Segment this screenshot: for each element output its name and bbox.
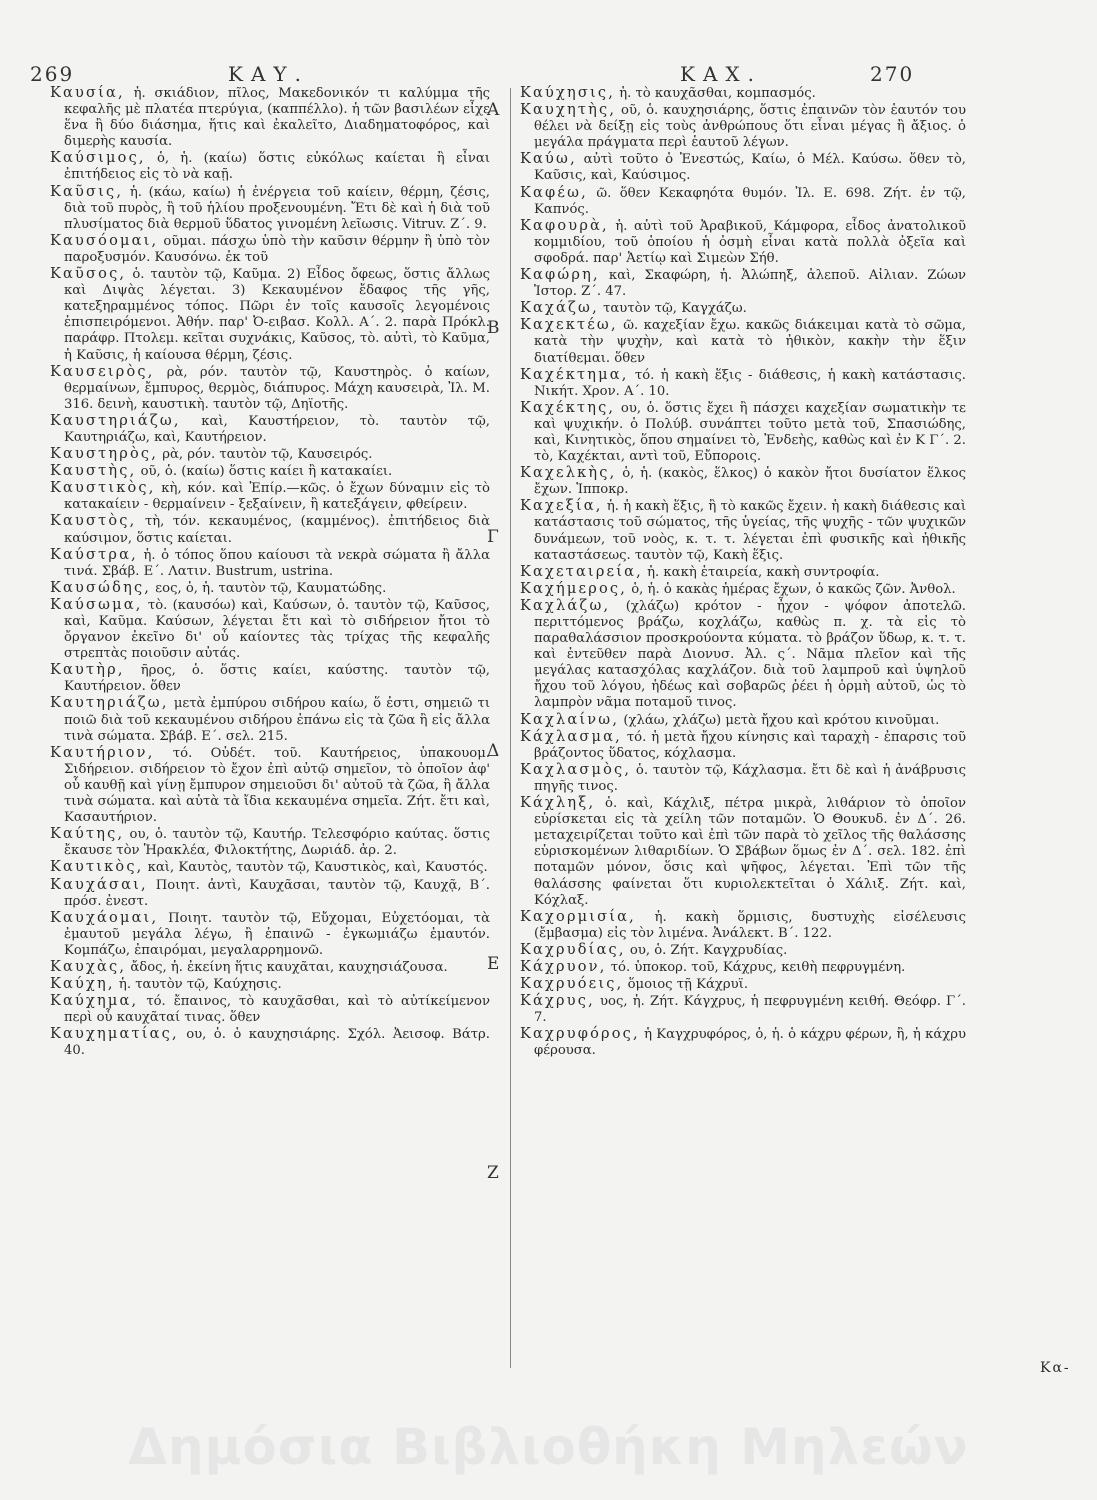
entry-definition: ἡ. κακὴ ἑταιρεία, κακὴ συντροφία. [642, 564, 880, 580]
dictionary-entry [520, 564, 966, 581]
entry-definition: μετὰ ἐμπύρου σιδήρου καίω, ὅ ἐστι, σημειῶ τι ποιῶ διὰ τοῦ κεκαυμένου σιδήρου ἐπάνω εἰς τὰ ζῶα ἢ εἰς ἄλλα τινὰ σώματα. Σβάβ. Ε΄. σελ. 215. [64, 696, 490, 744]
dictionary-entry [50, 1026, 490, 1059]
entry-definition: ὁ. ταυτὸν τῷ, Κάχλασμα. ἔτι δὲ καὶ ἡ ἀνάβρυσις πηγῆς τινος. [534, 762, 966, 794]
entry-definition: ἡ Καγχρυφόρος, ὁ, ἡ. ὁ κάχρυ φέρων, ἢ, ἡ κάχρυ φέρουσα. [534, 1027, 966, 1059]
entry-headword: Καύχησις, [520, 85, 616, 101]
running-head-left: ΚΑΥ. [228, 62, 309, 86]
dictionary-entry [520, 993, 966, 1026]
dictionary-entry [50, 745, 490, 826]
dictionary-entry [520, 909, 966, 942]
entry-definition: καὶ, Καυστήρειον, τὸ. ταυτὸν τῷ, Καυτηριάζω, καὶ, Καυτήρειον. [64, 413, 490, 445]
entry-definition: ου, ὁ. ὅστις ἔχει ἢ πάσχει καχεξίαν σωματικὴν τε καὶ ψυχικήν. ὁ Πολύβ. συνάπτει τοῦτο μετὰ τοῦ, Σπασιώδης, καὶ, Κινητικὸς, ὅπου σημαίνει τὸ, Ἐνδεὴς, καθὼς καὶ ἐν Κ Γ΄. 2. τὸ, Καχέκται, αντὶ τοῦ, Εὔποροις. [534, 400, 966, 465]
entry-headword: Καχλαίνω, [520, 711, 620, 728]
entry-headword: Καυστηρὸς, [50, 446, 159, 463]
dictionary-entry [50, 993, 490, 1026]
dictionary-entry [50, 826, 490, 859]
entry-headword: Καχήμερος, [520, 580, 628, 597]
dictionary-entry [520, 300, 966, 317]
entry-definition: τό. ἔπαινος, τὸ καυχᾶσθαι, καὶ τὸ αὐτίκείμενον περὶ οὗ καυχᾶταί τινας. ὅθεν [64, 994, 490, 1026]
entry-headword: Καύσωμα, [50, 596, 143, 613]
margin-letter-epsilon: Ε [487, 954, 500, 974]
entry-definition: καὶ, Σκαφώρη, ἡ. Ἀλώπηξ, ἀλεποῦ. Αἰλιαν. Ζώων Ἱστορ. Ζ΄. 47. [534, 268, 966, 300]
entry-definition: ου, ὁ. ταυτὸν τῷ, Καυτήρ. Τελεσφόριο καύτας. ὅστις ἔκαυσε τὸν Ἡρακλέα, Φιλοκτήτης, Δωριάδ. ἀρ. 2. [64, 827, 490, 859]
entry-headword: Καχλάζω, [520, 597, 611, 614]
dictionary-entry [50, 413, 490, 446]
entry-headword: Καχρυφόρος, [520, 1026, 640, 1043]
catchword: Κα- [1040, 1360, 1071, 1376]
entry-definition: οῦ, ὁ. καυχησιάρης, ὅστις ἐπαινῶν τὸν ἑαυτόν του θέλει νὰ δείξῃ εἰς τοὺς ἀνθρώπους ὅτι εἶναι μέγας ἢ ἄξιος. ὁ μεγάλα πράγματα περὶ ἑαυτοῦ λέγων. [534, 103, 966, 151]
entry-headword: Καυτηριάζω, [50, 695, 169, 712]
entry-headword: Καχεξία, [520, 498, 603, 515]
margin-letter-gamma: Γ [487, 527, 499, 547]
entry-headword: Καχελκὴς, [520, 465, 617, 482]
dictionary-entry [50, 233, 490, 266]
entry-definition: ὁ, ἡ. (κακὸς, ἕλκος) ὁ κακὸν ἤτοι δυσίατον ἕλκος ἔχων. Ἱπποκρ. [534, 466, 966, 498]
entry-definition: Ποιητ. ἀντὶ, Καυχᾶσαι, ταυτὸν τῷ, Καυχᾷ, Β΄. πρόσ. ἐνεστ. [64, 877, 490, 909]
entry-headword: Καυσώδης, [50, 579, 152, 596]
entry-definition: τό. ἡ μετὰ ἤχου κίνησις καὶ ταραχὴ - ἐπαρσις τοῦ βράζοντος ὕδατος, κόχλασμα. [534, 729, 966, 761]
entry-definition: ἄδος, ἡ. ἐκείνη ἥτις καυχᾶται, καυχησιάζουσα. [126, 959, 448, 975]
entry-headword: Καυστηριάζω, [50, 412, 181, 429]
entry-definition: ὅμοιος τῇ Κάχρυϊ. [623, 977, 749, 993]
dictionary-entry [50, 266, 490, 364]
entry-definition: αὐτὶ τοῦτο ὁ Ἐνεστώς, Καίω, ὁ Μέλ. Καύσω. ὅθεν τὸ, Καῦσις, καὶ, Καύσιμος. [534, 152, 966, 184]
entry-definition: ὁ. ταυτὸν τῷ, Καῦμα. 2) Εἶδος ὄφεως, ὅστις ἄλλως καὶ Διψὰς λέγεται. 3) Κεκαυμένον ἔδαφος τῆς γῆς, κατεξηραμμένος τόπος. Πῶρι ἐν τοῖς καυσοῖς λεγομένοις ἐπισπειρόμενοι. Ἀθήν. παρ' Ὀ-ειβασ. Κολλ. Α΄. 2. παρὰ Πρόκλ. παράφρ. Πτολεμ. κεῖται συχνάκις, Καῦσος, τὸ. αὐτὶ, τὸ Καῦμα, ἡ Καῦσις, ἡ καίουσα θέρμη, ζέσις. [64, 267, 490, 363]
margin-letter-zeta: Ζ [487, 1163, 499, 1183]
margin-letter-alpha: Α [487, 100, 500, 120]
entry-definition: τό. ὑποκορ. τοῦ, Κάχρυς, κειθὴ πεφρυγμένη. [606, 959, 906, 975]
dictionary-entry [50, 463, 490, 480]
dictionary-entry [520, 102, 966, 151]
entry-definition: τό. ἡ κακὴ ἕξις - διάθεσις, ἡ κακὴ κατάστασις. Νικήτ. Χρον. Α΄. 10. [534, 367, 966, 399]
dictionary-entry [520, 712, 966, 729]
entry-headword: Καχάζω, [520, 300, 599, 317]
entry-headword: Καυχάομαι, [50, 909, 159, 926]
dictionary-entry [50, 959, 490, 976]
entry-headword: Καυτὴρ, [50, 662, 125, 679]
dictionary-entry [520, 942, 966, 959]
entry-headword: Καυστὸς, [50, 513, 137, 530]
entry-definition: ἡ. τὸ καυχᾶσθαι, κομπασμός. [615, 86, 816, 101]
entry-definition: ἡ. ὁ τόπος ὅπου καίουσι τὰ νεκρὰ σώματα ἢ ἄλλα τινά. Σβάβ. Ε΄. Λατιν. Bustrum, ustrina. [64, 547, 490, 579]
entry-headword: Καχεκτέω, [520, 317, 618, 334]
entry-headword: Καυχηματίας, [50, 1026, 179, 1043]
dictionary-column-left [50, 85, 490, 1365]
dictionary-entry [520, 267, 966, 300]
entry-headword: Καῦσος, [50, 266, 127, 283]
entry-definition: ἡ. (κάω, καίω) ἡ ἐνέργεια τοῦ καίειν, θέρμη, ζέσις, διὰ τοῦ πυρὸς, ἢ τοῦ ἡλίου προξενουμένη. Ἔτι δὲ καὶ ἡ διὰ τοῦ πλυσίματος διὰ θερμοῦ ὕδατος γινομένη λεῖωσις. Vitruv. Ζ΄. 9. [64, 184, 490, 232]
dictionary-entry [520, 976, 966, 993]
entry-headword: Καύτης, [50, 826, 125, 843]
entry-definition: Ποιητ. ταυτὸν τῷ, Εὔχομαι, Εὐχετόομαι, τὰ ἐμαυτοῦ μεγάλα λέγω, ἢ ἐπαινῶ - ἐγκωμιάζω ἐμαυτόν. Κομπάζω, ἐπαιρόμαι, μεγαλαρρημονῶ. [64, 910, 490, 958]
entry-headword: Κάχρυς, [520, 993, 595, 1010]
entry-headword: Καχλασμὸς, [520, 761, 632, 778]
entry-definition: ῶ. ὅθεν Κεκαφηότα θυμόν. Ἰλ. Ε. 698. Ζήτ. ἐν τῷ, Καπνός. [534, 185, 966, 217]
dictionary-entry [520, 959, 966, 976]
entry-definition: οῦμαι. πάσχω ὑπὸ τὴν καῦσιν θέρμην ἢ ὑπὸ τὸν παροξυσμόν. Καυσόνω. ἐκ τοῦ [64, 233, 490, 265]
dictionary-entry [520, 729, 966, 762]
entry-headword: Καύω, [520, 151, 577, 168]
dictionary-entry [50, 910, 490, 959]
running-head-right: ΚΑΧ. [680, 62, 762, 86]
dictionary-entry [50, 184, 490, 233]
entry-definition: τὴ, τόν. κεκαυμένος, (καμμένος). ἐπιτήδειος διὰ καύσιμον, ὅστις καίεται. [64, 514, 490, 546]
entry-definition: κὴ, κόν. καὶ Ἐπίρ.—κῶς. ὁ ἔχων δύναμιν εἰς τὸ κατακαίειν - θερμαίνειν - ξεξαίνειν, ἢ κατεξάγειν, φθείρειν. [64, 481, 490, 513]
entry-definition: ἡ. σκιάδιον, πῖλος, Μακεδονικόν τι καλύμμα τῆς κεφαλῆς μὲ πλατέα πτερύγια, (καππέλλο). ἡ τῶν βασιλέων εἶχε ἕνα ἢ δύο διάσημα, ἥτις καὶ ἐκαλεῖτο, Διαδηματοφόρος, καὶ διμερὴς καυσία. [64, 86, 490, 150]
entry-headword: Κάχλασμα, [520, 728, 622, 745]
entry-definition: ου, ὁ. ὁ καυχησιάρης. Σχόλ. Ἀεισοφ. Βάτρ. 40. [64, 1027, 490, 1059]
entry-definition: τό. Οὐδέτ. τοῦ. Καυτήρειος, ὑπακουομ. Σιδήρειον. σιδήρειον τὸ ἔχον ἐπὶ αὐτῷ σημεῖον, τὸ ὁποῖον ἀφ' οὗ καυθῇ καὶ γίνῃ ἔμπυρον σημειοῦσι δι' αὐτοῦ τὰ ζῶα, ἢ ἄλλα τινὰ σώματα. καὶ αὐτὰ τὰ ἴδια κεκαυμένα σημεῖα. Ζήτ. ἔτι καὶ, Κασαυτήριον. [64, 745, 490, 826]
dictionary-entry [520, 465, 966, 498]
entry-definition: ὁ, ἡ. ὁ κακὰς ἡμέρας ἔχων, ὁ κακῶς ζῶν. Ἀνθολ. [627, 581, 956, 597]
dictionary-entry [50, 662, 490, 695]
entry-headword: Καυτήριον, [50, 744, 155, 761]
dictionary-entry [520, 581, 966, 598]
dictionary-entry [50, 364, 490, 413]
entry-definition: οῦ, ὁ. (καίω) ὅστις καίει ἢ κατακαίει. [136, 464, 393, 480]
entry-definition: (χλάζω) κρότον - ἦχον - ψόφον ἀποτελῶ. περιττόμενος βράζω, κοχλάζω, καθὼς π. χ. τὰ εἰς τὸ παραθαλάσσιον προσκρούοντα κύματα. τὸ βράζον ὕδωρ, κ. τ. τ. καὶ ἐντεῦθεν παρὰ Διονυσ. Ἀλ. ς΄. Νᾶμα πλεῖον καὶ τῆς μεγάλας κατασχόλας καχλάζον. διὰ τοῦ λαμπροῦ καὶ ὑψηλοῦ ἤχου τοῦ λόγου, ἡδέως καὶ σοβαρῶς ῥέει ἡ ὁρμὴ αὐτοῦ, ὡς τὸ λαμπρὸν νᾶμα ποταμοῦ τινος. [534, 598, 966, 711]
dictionary-entry [520, 218, 966, 267]
entry-headword: Καύχημα, [50, 993, 139, 1010]
entry-headword: Καυχὰς, [50, 958, 127, 975]
dictionary-entry [50, 480, 490, 513]
dictionary-entry [520, 185, 966, 218]
dictionary-entry [520, 85, 966, 102]
dictionary-entry [520, 762, 966, 795]
dictionary-entry [50, 580, 490, 597]
entry-definition: υος, ἡ. Ζήτ. Κάγχρυς, ἡ πεφρυγμένη κειθή. Θεόφρ. Γ΄. 7. [534, 994, 966, 1026]
dictionary-entry [50, 597, 490, 662]
dictionary-entry [50, 976, 490, 993]
dictionary-entry [50, 547, 490, 580]
entry-headword: Καύσιμος, [50, 150, 146, 167]
entry-headword: Καχορμισία, [520, 908, 636, 925]
dictionary-entry [50, 859, 490, 876]
entry-definition: ὁ, ἡ. (καίω) ὅστις εὐκόλως καίεται ἢ εἶναι ἐπιτήδειος εἰς τὸ νὰ καῇ. [64, 151, 490, 183]
entry-headword: Καυσόομαι, [50, 232, 159, 249]
entry-headword: Καύστρα, [50, 546, 138, 563]
column-divider [510, 88, 512, 1368]
dictionary-entry [520, 598, 966, 712]
dictionary-entry [50, 877, 490, 910]
dictionary-column-right [520, 85, 966, 1375]
entry-definition: ῶ. καχεξίαν ἔχω. κακῶς διάκειμαι κατὰ τὸ σῶμα, κατὰ τὴν ψυχὴν, καὶ κατὰ τὸ ἠθικὸν, κακὴν τὴν ἕξιν διατίθεμαι. ὅθεν [534, 318, 966, 366]
entry-headword: Καχρυόεις, [520, 976, 624, 993]
entry-definition: ῆρος, ὁ. ὅστις καίει, καύστης. ταυτὸν τῷ, Καυτήρειον. ὅθεν [64, 663, 490, 695]
entry-definition: ὁ. καὶ, Κάχλιξ, πέτρα μικρὰ, λιθάριον τὸ ὁποῖον εὑρίσκεται εἰς τὰ χείλη τῶν ποταμῶν. Ὁ Θουκυδ. ἐν Δ΄. 26. μεταχειρίζεται τοῦτο καὶ ἐπὶ τῶν παρὰ τὸ χεῖλος τῆς θαλάσσης εὑρισκομένων λιθαριδίων. Ὁ Σβάβων ὅμως ἐν Δ΄. σελ. 182. ἐπὶ ποταμῶν μόνον, ὅσις καὶ ψῆφος, λέγεται. Ἐπὶ τῶν τῆς θαλάσσης φαίνεται ὅτι κυριολεκτεῖται ὁ Χάλιξ. Ζήτ. καὶ, Κόχλαξ. [534, 796, 966, 908]
margin-letter-delta: Δ [487, 741, 500, 761]
entry-headword: Καυσειρὸς, [50, 363, 155, 380]
entry-headword: Καχέκτης, [520, 399, 616, 416]
library-watermark: Δημόσια Βιβλιοθήκη Μηλεών [128, 1418, 969, 1476]
dictionary-entry [520, 367, 966, 400]
entry-headword: Καυχάσαι, [50, 876, 148, 893]
entry-definition: ου, ὁ. Ζήτ. Καγχρυδίας. [625, 942, 788, 958]
page-number-left: 269 [30, 62, 75, 86]
dictionary-entry [520, 795, 966, 909]
entry-definition: ρὰ, ρόν. ταυτὸν τῷ, Καυστηρὸς. ὁ καίων, θερμαίνων, ἔμπυρος, θερμὸς, διάπυρος. Μάχη καυσειρὰ, Ἰλ. Μ. 316. δεινὴ, καυστικὴ. ταυτὸν τῷ, Δηϊοτῆς. [64, 364, 490, 412]
entry-definition: τὸ. (καυσόω) καὶ, Καύσων, ὁ. ταυτὸν τῷ, Καῦσος, καὶ, Καῦμα. Καύσων, λέγεται ἔτι καὶ τὸ σιδήρειον ἤτοι τὸ ὄργανον ἐκεῖνο δι' οὗ καίοντες τὰς τρίχας τῆς κεφαλῆς στρεπτὰς ποιοῦσιν αὐτάς. [64, 597, 490, 662]
entry-headword: Καφέω, [520, 184, 588, 201]
entry-definition: (χλάω, χλάζω) μετὰ ἤχου καὶ κρότου κινοῦμαι. [619, 712, 940, 728]
entry-headword: Καυτικὸς, [50, 859, 144, 876]
entry-definition: ἡ. ταυτὸν τῷ, Καύχησις. [114, 977, 282, 993]
entry-headword: Καφώρη, [520, 267, 600, 284]
entry-headword: Καυστὴς, [50, 463, 137, 480]
entry-definition: ἡ. κακὴ ὅρμισις, δυστυχὴς εἰσέλευσις (ἔμβασμα) εἰς τὸν λιμένα. Ἀνάλεκτ. Β΄. 122. [534, 909, 966, 941]
entry-headword: Καῦσις, [50, 183, 124, 200]
entry-headword: Καυσία, [50, 85, 125, 101]
entry-definition: ἡ. αὐτὶ τοῦ Ἀραβικοῦ, Κάμφορα, εἶδος ἀνατολικοῦ κομμιδίου, τοῦ ὁποίου ἡ ὀσμὴ εἶναι κατὰ πολλὰ ὀξεῖα καὶ σφοδρά. παρ' Ἀετίῳ καὶ Σιμεὼν Σήθ. [534, 218, 966, 266]
entry-headword: Κάχρυον, [520, 958, 607, 975]
entry-definition: ἡ. ἡ κακὴ ἕξις, ἢ τὸ κακῶς ἔχειν. ἡ κακὴ διάθεσις καὶ κατάστασις τοῦ σώματος, τῆς ὑγείας, τῆς ψυχῆς - τῶν ψυχικῶν δυνάμεων, τοῦ νοὸς, κ. τ. τ. λέγεται ἐπὶ φυσικῆς καὶ ἠθικῆς καταστάσεως. ταυτὸν τῷ, Κακὴ ἕξις. [534, 499, 966, 563]
dictionary-entry [50, 446, 490, 463]
entry-definition: καὶ, Καυτὸς, ταυτὸν τῷ, Καυστικὸς, καὶ, Καυστός. [143, 860, 488, 876]
dictionary-entry [50, 150, 490, 183]
entry-headword: Καυστικὸς, [50, 480, 156, 497]
entry-headword: Καχεταιρεία, [520, 563, 643, 580]
entry-headword: Καχέκτημα, [520, 366, 629, 383]
dictionary-entry [520, 400, 966, 465]
entry-definition: εος, ὁ, ἡ. ταυτὸν τῷ, Καυματώδης. [151, 580, 387, 596]
dictionary-entry [520, 498, 966, 563]
margin-letter-beta: Β [487, 318, 500, 338]
dictionary-entry [50, 695, 490, 744]
dictionary-entry [520, 151, 966, 184]
dictionary-entry [50, 85, 490, 150]
entry-headword: Καφουρὰ, [520, 217, 609, 234]
dictionary-entry [50, 513, 490, 546]
dictionary-entry [520, 317, 966, 366]
entry-headword: Κάχληξ, [520, 795, 596, 812]
entry-headword: Καύχη, [50, 976, 115, 993]
entry-definition: ταυτὸν τῷ, Καγχάζω. [598, 301, 747, 317]
entry-definition: ρὰ, ρόν. ταυτὸν τῷ, Καυσειρός. [158, 447, 373, 463]
entry-headword: Καυχητὴς, [520, 102, 617, 119]
page-number-right: 270 [870, 62, 915, 86]
dictionary-entry [520, 1026, 966, 1059]
entry-headword: Καχρυδίας, [520, 941, 626, 958]
